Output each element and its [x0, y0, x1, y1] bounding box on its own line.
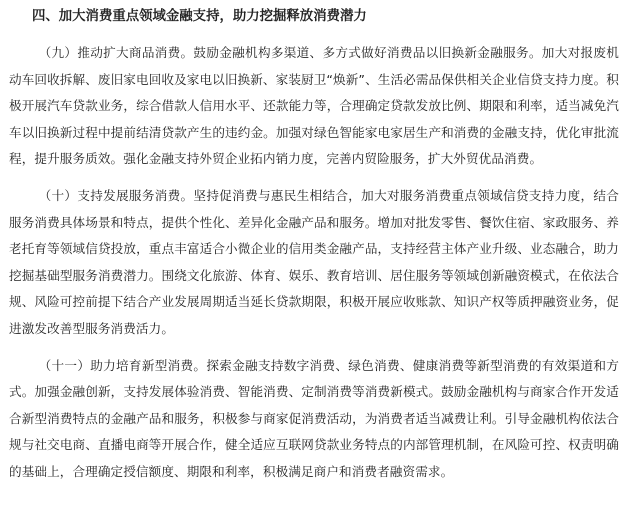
- section-heading: 四、加大消费重点领域金融支持，助力挖掘释放消费潜力: [32, 9, 367, 24]
- paragraph-10-support-service-consumption: （十）支持发展服务消费。坚持促消费与惠民生相结合，加大对服务消费重点领域信贷支持力度，结合服务消费具体场景和特点，提供个性化、差异化金融产品和服务。增加对批发零售、餐饮住宿、家政服务、养老托育等领域信贷投放，重点丰富适合小微企业的信用类金融产品，支持经营主体产业升级、业态融合，助力挖掘基础型服务消费潜力。围绕文化旅游、体育、娱乐、教育培训、居住服务等领域创新融资模式，在依法合规、风险可控前提下结合产业发展周期适当延长贷款期限，积极开展应收账款、知识产权等质押融资业务，促进激发改善型服务消费活力。: [9, 187, 619, 336]
- paragraph-9-promote-goods-consumption: （九）推动扩大商品消费。鼓励金融机构多渠道、多方式做好消费品以旧换新金融服务。加大对报废机动车回收拆解、废旧家电回收及家电以旧换新、家装厨卫“焕新”、生活必需品保供相关企业信贷支持力度。积极开展汽车贷款业务，综合借款人信用水平、还款能力等，合理确定贷款发放比例、期限和利率，适当减免汽车以旧换新过程中提前结清贷款产生的违约金。加强对绿色智能家电家居生产和消费的金融支持，优化审批流程，提升服务质效。强化金融支持外贸企业拓内销力度，完善内贸险服务，扩大外贸优品消费。: [9, 45, 619, 167]
- paragraph-11-new-type-consumption: （十一）助力培育新型消费。探索金融支持数字消费、绿色消费、健康消费等新型消费的有效渠道和方式。加强金融创新，支持发展体验消费、智能消费、定制消费等消费新模式。鼓励金融机构与商家合作开发适合新型消费特点的金融产品和服务，积极参与商家促消费活动，为消费者适当减费让利。引导金融机构依法合规与社交电商、直播电商等开展合作，健全适应互联网贷款业务特点的内部管理机制，在风险可控、权责明确的基础上，合理确定授信额度、期限和利率，积极满足商户和消费者融资需求。: [9, 357, 619, 479]
- document-body: [9, 5, 619, 486]
